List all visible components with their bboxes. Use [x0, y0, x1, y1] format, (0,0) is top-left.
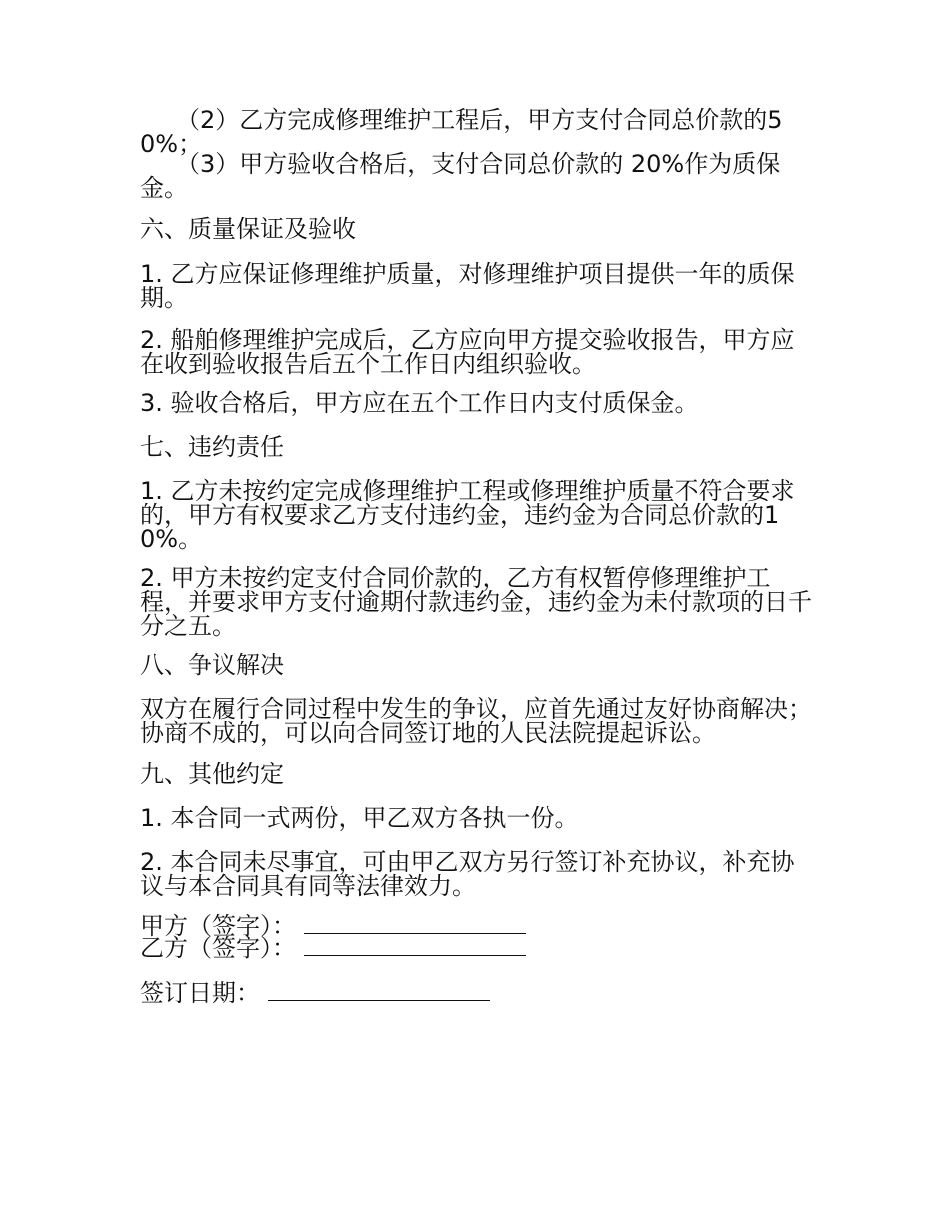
section-9-clause-1: 1. 本合同一式两份，甲乙双方各执一份。: [140, 804, 579, 832]
party-a-signature-line: [304, 932, 526, 934]
payment-item-3: （3）甲方验收合格后，支付合同总价款的 20%作为质保金。: [140, 150, 781, 202]
section-7-heading: 七、违约责任: [140, 433, 284, 461]
date-label: 签订日期：: [140, 979, 260, 1007]
section-8-clause-1: 双方在履行合同过程中发生的争议，应首先通过友好协商解决；协商不成的，可以向合同签订地的人民法院提起诉讼。: [140, 695, 812, 747]
signing-date: [140, 981, 490, 1005]
payment-item-2: （2）乙方完成修理维护工程后，甲方支付合同总价款的50%；: [140, 106, 783, 158]
section-7-clause-1: 1. 乙方未按约定完成修理维护工程或修理维护质量不符合要求的，甲方有权要求乙方支付违约金，违约金为合同总价款的10%。: [140, 477, 795, 553]
section-6-heading: 六、质量保证及验收: [140, 215, 356, 243]
party-b-label: 乙方（签字）：: [140, 934, 296, 962]
section-9-clause-2: 2. 本合同未尽事宜，可由甲乙双方另行签订补充协议，补充协议与本合同具有同等法律效力。: [140, 848, 795, 900]
section-6-clause-2: 2. 船舶修理维护完成后，乙方应向甲方提交验收报告，甲方应在收到验收报告后五个工作日内组织验收。: [140, 326, 795, 378]
party-b-signature-line: [304, 954, 526, 956]
section-9-heading: 九、其他约定: [140, 760, 284, 788]
section-7-clause-2: 2. 甲方未按约定支付合同价款的，乙方有权暂停修理维护工程，并要求甲方支付逾期付款违约金，违约金为未付款项的日千分之五。: [140, 564, 812, 640]
party-a-label: 甲方（签字）：: [140, 912, 296, 940]
section-6-clause-3: 3. 验收合格后，甲方应在五个工作日内支付质保金。: [140, 389, 699, 417]
section-6-clause-1: 1. 乙方应保证修理维护质量，对修理维护项目提供一年的质保期。: [140, 260, 795, 312]
date-line: [268, 999, 490, 1001]
party-b-signature: [140, 934, 526, 962]
section-8-heading: 八、争议解决: [140, 651, 284, 679]
